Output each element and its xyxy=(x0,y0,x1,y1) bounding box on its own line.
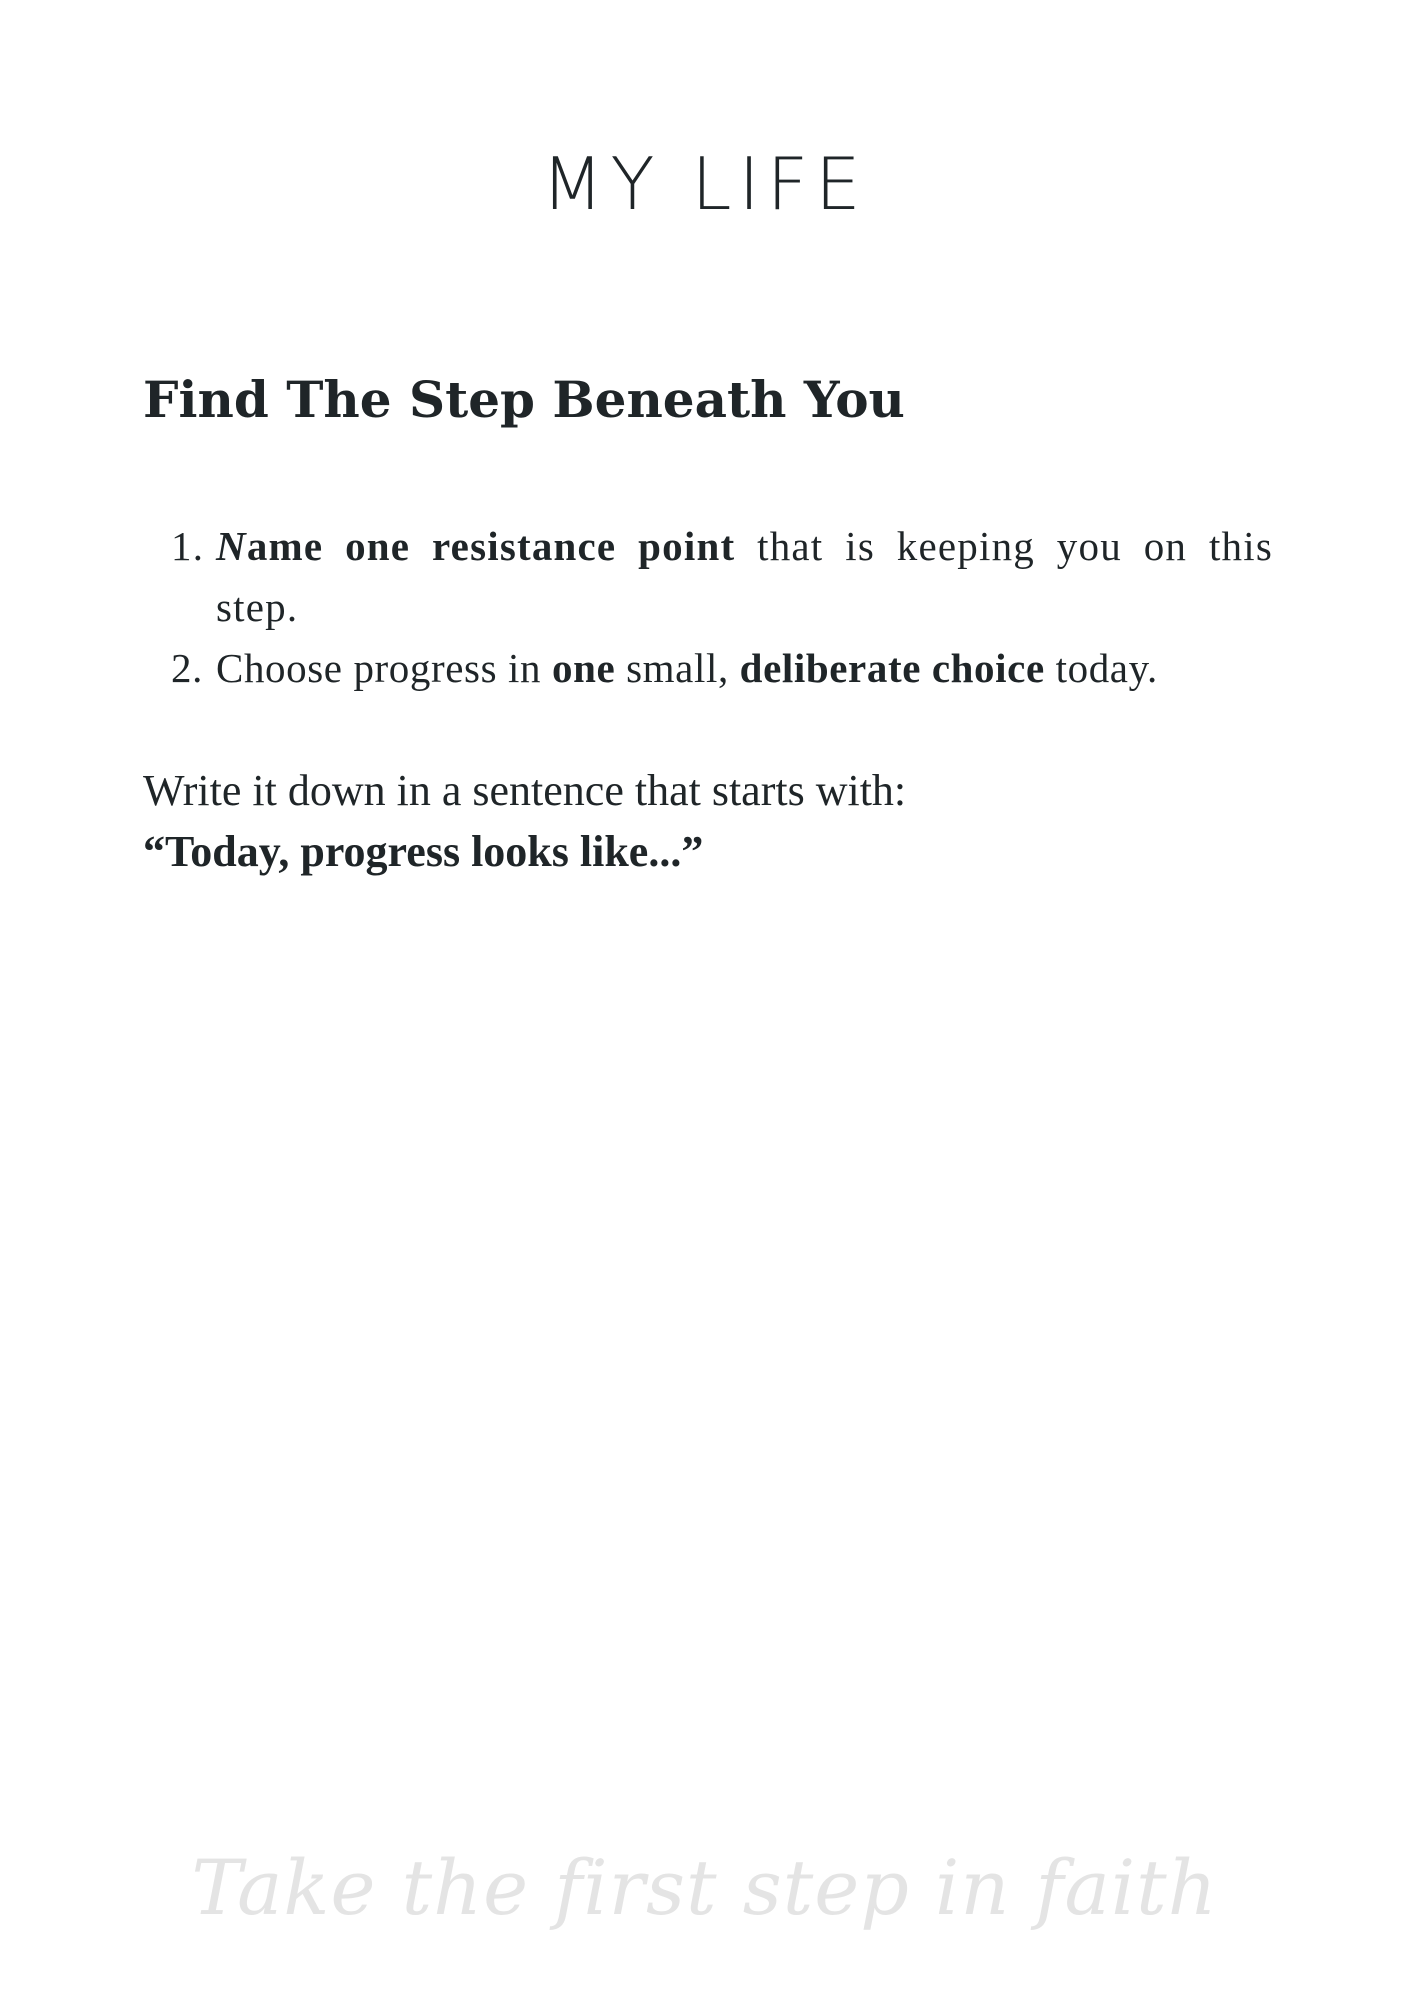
step-initial: N xyxy=(216,523,247,569)
step-bold-lead: ame one resistance point xyxy=(246,523,736,569)
instruction-text: Write it down in a sentence that starts with: xyxy=(143,766,907,815)
step-list xyxy=(143,516,1273,699)
step-text-prefix: Choose progress in xyxy=(216,645,552,691)
step-bold-one: one xyxy=(551,645,616,691)
list-item xyxy=(143,516,1273,638)
section-heading: Find The Step Beneath You xyxy=(143,370,905,429)
list-item-number: 1. xyxy=(171,523,205,569)
page-title: MY LIFE xyxy=(541,142,868,226)
step-text-middle: small, xyxy=(615,645,740,691)
list-item xyxy=(143,638,1273,699)
step-bold-two: deliberate choice xyxy=(739,645,1045,691)
list-item-number: 2. xyxy=(171,645,203,691)
step-text-suffix: today. xyxy=(1044,645,1158,691)
instruction-paragraph xyxy=(143,760,1273,882)
step-text: that is keeping you on this step. xyxy=(216,523,1273,630)
footer-tagline: Take the first step in faith xyxy=(191,1843,1218,1932)
prompt-quote: “Today, progress looks like...” xyxy=(143,827,704,876)
